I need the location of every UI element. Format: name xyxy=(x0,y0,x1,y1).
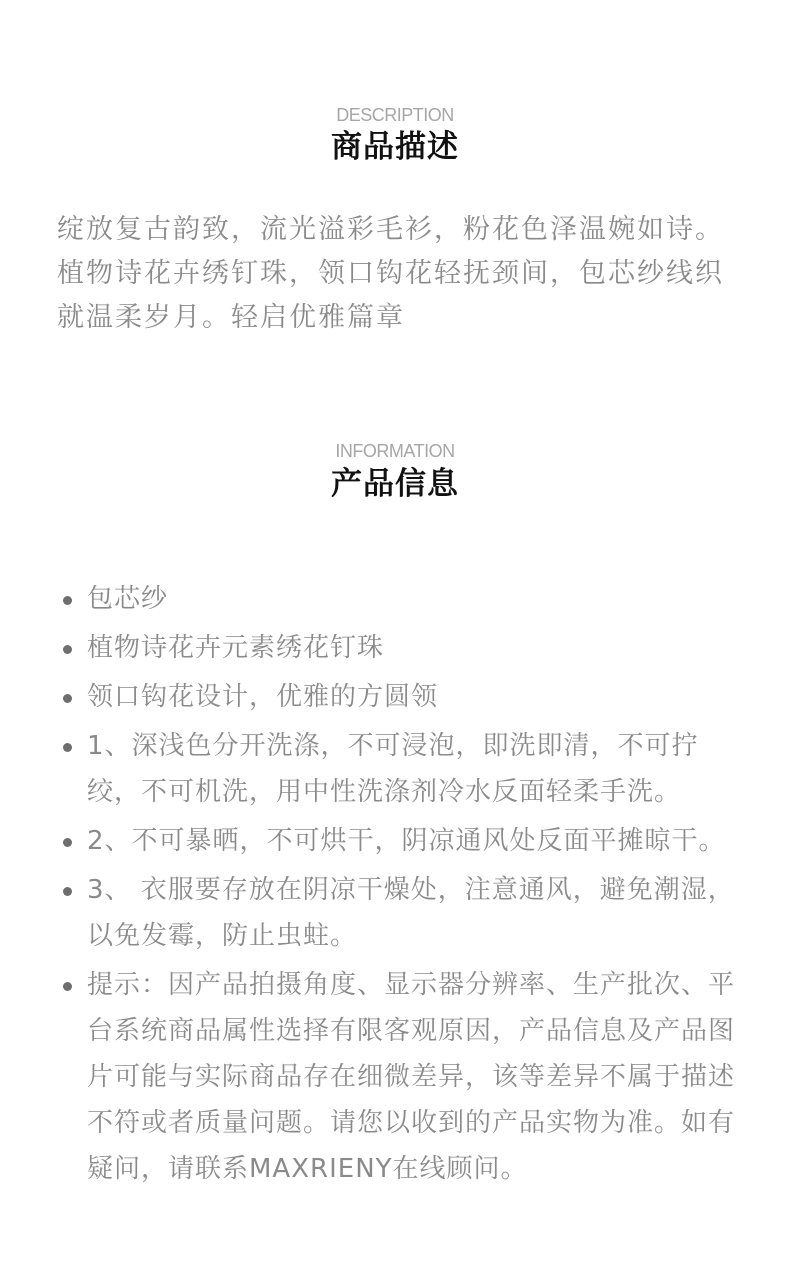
description-title: 商品描述 xyxy=(331,129,459,165)
list-item xyxy=(57,818,747,864)
bullet-dot-icon xyxy=(63,596,72,605)
bullet-dot-icon xyxy=(63,645,72,654)
description-body: 绽放复古韵致，流光溢彩毛衫，粉花色泽温婉如诗。植物诗花卉绣钉珠，领口钩花轻抚颈间，包芯纱线织就温柔岁月。轻启优雅篇章 xyxy=(57,214,724,333)
bullet-dot-icon xyxy=(63,838,72,847)
list-item-text: 领口钩花设计，优雅的方圆领 xyxy=(87,682,439,712)
list-item-text: 2、不可暴晒，不可烘干，阴凉通风处反面平摊晾干。 xyxy=(87,826,726,856)
list-item-text: 提示：因产品拍摄角度、显示器分辨率、生产批次、平台系统商品属性选择有限客观原因，产品信息及产品图片可能与实际商品存在细微差异，该等差异不属于描述不符或者质量问题。请您以收到的产品实物为准。如有疑问，请联系MAXRIENY在线顾问。 xyxy=(87,970,736,1184)
list-item-text: 1、深浅色分开洗涤，不可浸泡，即洗即清，不可拧绞，不可机洗，用中性洗涤剂冷水反面轻柔手洗。 xyxy=(87,731,699,807)
information-title: 产品信息 xyxy=(331,466,459,502)
bullet-dot-icon xyxy=(63,694,72,703)
information-list xyxy=(57,576,747,1195)
list-item xyxy=(57,867,747,959)
list-item-text: 植物诗花卉元素绣花钉珠 xyxy=(87,633,385,663)
list-item-text: 3、 衣服要存放在阴凉干燥处，注意通风，避免潮湿，以免发霉，防止虫蛀。 xyxy=(87,875,735,951)
list-item xyxy=(57,962,747,1192)
list-item-text: 包芯纱 xyxy=(87,584,169,614)
list-item xyxy=(57,723,747,815)
bullet-dot-icon xyxy=(63,982,72,991)
list-item xyxy=(57,576,747,622)
bullet-dot-icon xyxy=(63,743,72,752)
information-eyebrow: INFORMATION xyxy=(335,441,455,461)
bullet-dot-icon xyxy=(63,887,72,896)
list-item xyxy=(57,625,747,671)
description-eyebrow: DESCRIPTION xyxy=(336,105,454,125)
list-item xyxy=(57,674,747,720)
